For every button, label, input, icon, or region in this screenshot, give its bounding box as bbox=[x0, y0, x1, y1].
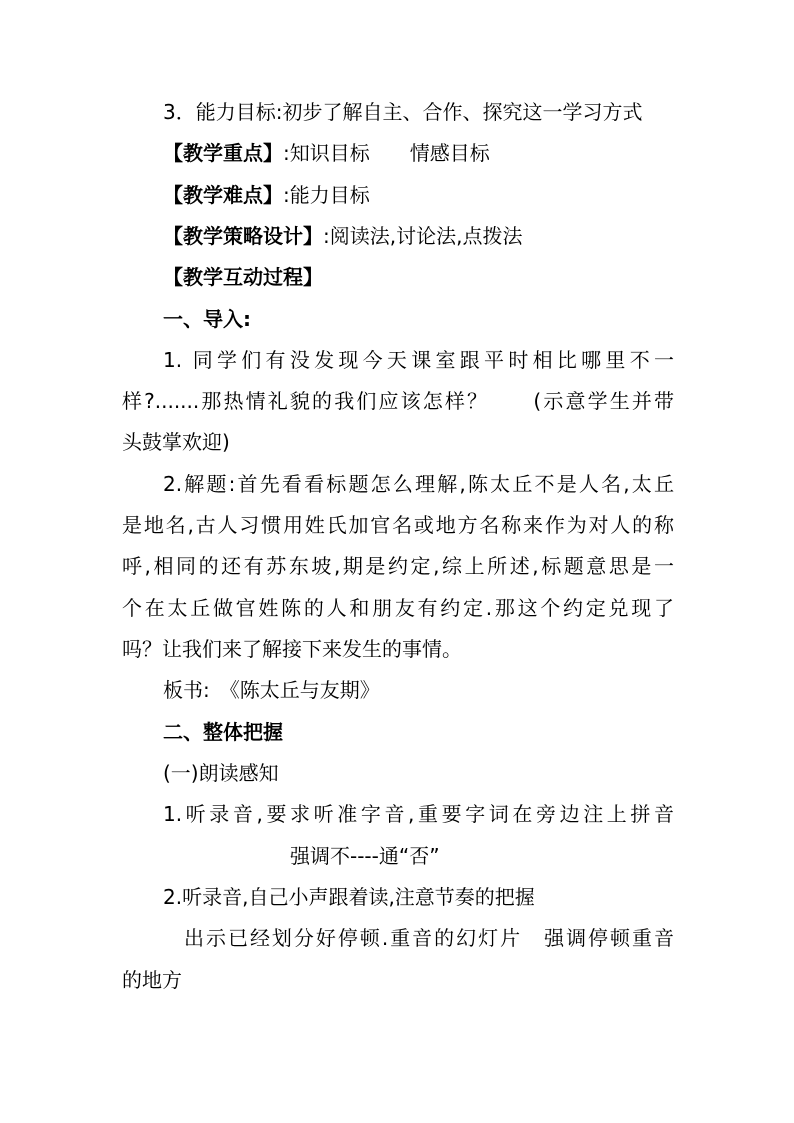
intro-paragraph-line-2: 样?.......那热情礼貌的我们应该怎样？ (示意学生并带 bbox=[122, 389, 674, 413]
title-explain-line-3: 呼,相同的还有苏东坡,期是约定,综上所述,标题意思是一 bbox=[122, 554, 674, 578]
ability-objective-line: 3．能力目标:初步了解自主、合作、探究这一学习方式 bbox=[163, 100, 643, 124]
title-explain-line-5: 吗？让我们来了解接下来发生的事情。 bbox=[122, 637, 462, 661]
title-explain-line-2: 是地名,古人习惯用姓氏加官名或地方名称来作为对人的称 bbox=[122, 513, 674, 537]
reading-subheading: (一)朗读感知 bbox=[163, 761, 279, 785]
listening-item-1-note: 强调不----通“否” bbox=[290, 844, 440, 868]
listening-item-2: 2.听录音,自己小声跟着读,注意节奏的把握 bbox=[163, 885, 535, 909]
intro-paragraph-line-1: 1. 同学们有没发现今天课室跟平时相比哪里不一 bbox=[163, 348, 674, 372]
listening-item-1: 1.听录音,要求听准字音,重要字词在旁边注上拼音 bbox=[163, 802, 674, 826]
teaching-focus-line bbox=[163, 139, 674, 167]
board-writing-line: 板书: 《陈太丘与友期》 bbox=[163, 678, 380, 702]
interaction-process-heading: 【教学互动过程】 bbox=[163, 265, 323, 289]
title-explain-line-1: 2.解题:首先看看标题怎么理解,陈太丘不是人名,太丘 bbox=[163, 472, 674, 496]
teaching-difficulty-label: 【教学难点】 bbox=[163, 183, 283, 207]
teaching-strategy-label: 【教学策略设计】 bbox=[163, 224, 323, 248]
teaching-difficulty-text: :能力目标 bbox=[283, 183, 370, 207]
teaching-focus-label: 【教学重点】 bbox=[163, 141, 283, 165]
teaching-focus-text: :知识目标 情感目标 bbox=[283, 141, 490, 165]
intro-paragraph-line-3: 头鼓掌欢迎) bbox=[122, 430, 230, 454]
teaching-strategy-text: :阅读法,讨论法,点拨法 bbox=[323, 224, 523, 248]
teaching-strategy-line bbox=[163, 222, 674, 250]
slide-note-line-1: 出示已经划分好停顿.重音的幻灯片 强调停顿重音 bbox=[184, 926, 674, 950]
teaching-difficulty-line bbox=[163, 181, 674, 209]
section-overview-heading: 二、整体把握 bbox=[163, 720, 283, 744]
title-explain-line-4: 个在太丘做官姓陈的人和朋友有约定.那这个约定兑现了 bbox=[122, 596, 674, 620]
section-intro-heading: 一、导入: bbox=[163, 307, 251, 331]
slide-note-line-2: 的地方 bbox=[122, 968, 182, 992]
